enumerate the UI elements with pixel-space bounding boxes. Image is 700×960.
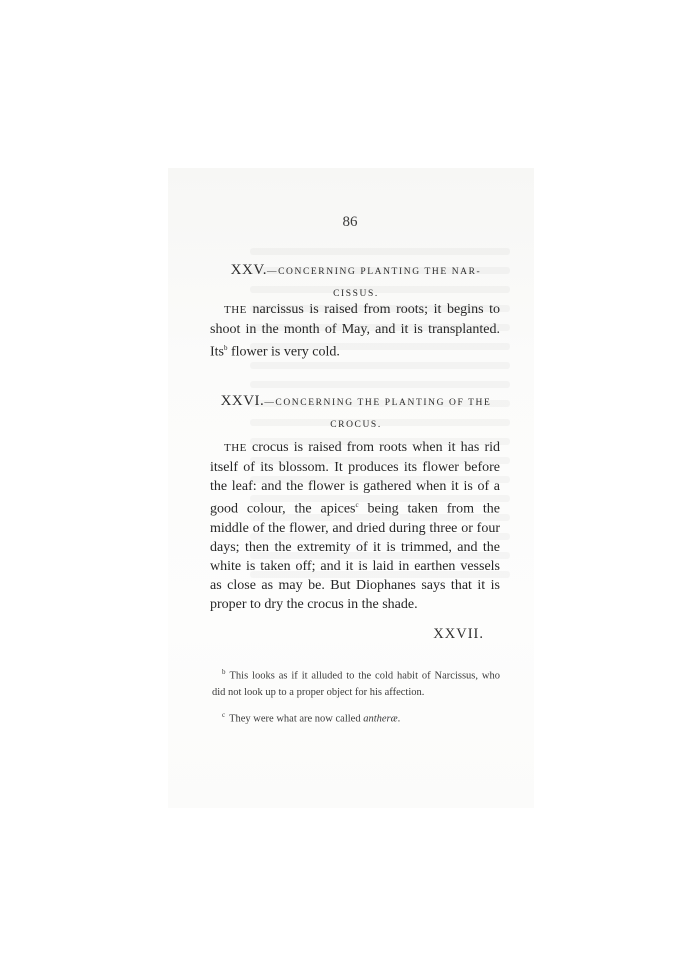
paragraph-text-end: being taken from the middle of the flower, and dried during three or four days; then the extremity of it is trimmed, and the white is taken off; and it is laid in earthen vessels as close as may be. But Diophanes says that it is proper to dry the crocus in the shade. — [210, 501, 500, 612]
section-title-continued: CROCUS. — [330, 420, 382, 430]
footnote-text: This looks as if it alluded to the cold habit of Narcissus, who did not look up to a proper object for his affection. — [212, 670, 500, 698]
footnote-mark: c — [222, 710, 226, 719]
footnote-b — [212, 664, 500, 701]
paragraph-text: narcissus is raised from roots; it begins to shoot in the month of May, and it is transplanted. Its — [210, 302, 500, 360]
paragraph-crocus — [210, 438, 500, 614]
section-numeral: XXVI. — [220, 393, 265, 409]
footnote-mark: b — [222, 668, 226, 676]
page-number: 86 — [342, 214, 358, 230]
footnote-c — [212, 707, 500, 728]
footnote-text: They were what are now called — [229, 713, 364, 724]
catchword: XXVII. — [433, 626, 484, 642]
footnote-italic-term: antheræ — [363, 713, 398, 724]
paragraph-lead: THE — [224, 442, 247, 454]
section-title: —CONCERNING PLANTING THE NAR- — [267, 267, 482, 277]
paragraph-text: crocus is raised from roots when it has rid itself of its blossom. It produces its flower before the leaf: and the flower is gathered when it is of a good colour, the apices — [210, 440, 500, 517]
paragraph-text-end: flower is very cold. — [227, 344, 340, 360]
section-heading-xxv — [208, 260, 504, 304]
footnote-text-end: . — [397, 713, 401, 724]
footnote-ref: c — [355, 501, 359, 509]
footnotes — [212, 664, 500, 733]
section-numeral: XXV. — [230, 262, 267, 278]
paragraph-narcissus — [210, 300, 500, 362]
paragraph-lead: THE — [224, 304, 247, 316]
section-title: —CONCERNING THE PLANTING OF THE — [264, 398, 492, 408]
section-heading-xxvi — [208, 391, 504, 435]
section-title-continued: CISSUS. — [333, 289, 379, 299]
footnote-ref: b — [224, 344, 228, 352]
